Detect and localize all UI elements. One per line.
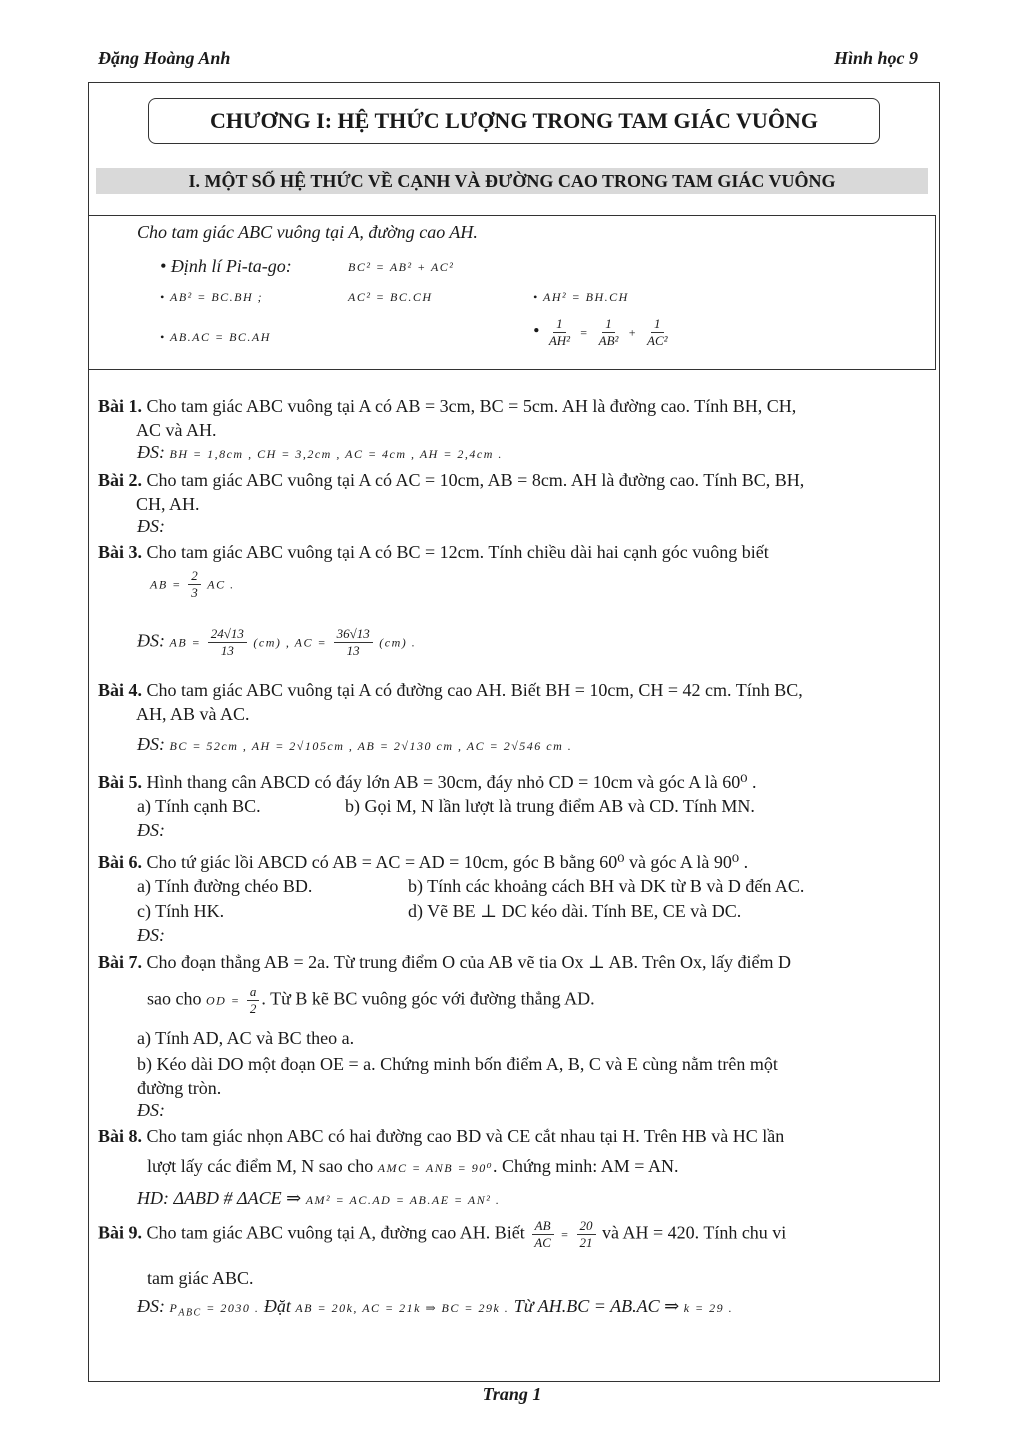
f5-r1: $\frac{1}{\text{AB²}}$	[598, 316, 619, 348]
theory-intro: Cho tam giác ABC vuông tại A, đường cao AH.	[137, 222, 478, 242]
subject-header: Hình học 9	[833, 48, 918, 68]
problem-3-condition: AB = $\frac{2}{3}$ AC .	[150, 568, 235, 600]
problem-6-b: b) Tính các khoảng cách BH và DK từ B và D đến AC.	[408, 876, 805, 896]
problem-6-c: c) Tính HK.	[137, 901, 225, 921]
problem-2: Bài 2. Cho tam giác ABC vuông tại A có AC = 10cm, AB = 8cm. AH là đường cao. Tính BC, BH, CH, AH.	[98, 470, 805, 514]
chapter-title: CHƯƠNG I: HỆ THỨC LƯỢNG TRONG TAM GIÁC VUÔNG	[148, 98, 880, 144]
answer-6: ĐS:	[137, 925, 165, 945]
problem-9: Bài 9. Cho tam giác ABC vuông tại A, đường cao AH. Biết $\frac{AB}{AC}$ = $\frac{20}{21}$ và AH = 420. Tính chu vi	[98, 1218, 787, 1250]
formula-4: • AB.AC = BC.AH	[160, 330, 271, 344]
problem-8: Bài 8. Cho tam giác nhọn ABC có hai đường cao BD và CE cắt nhau tại H. Trên HB và HC lần	[98, 1126, 785, 1146]
problem-1: Bài 1. Cho tam giác ABC vuông tại A có AB = 3cm, BC = 5cm. AH là đường cao. Tính BH, CH, AC và AH.	[98, 396, 797, 440]
problem-7-a: a) Tính AD, AC và BC theo a.	[137, 1028, 355, 1048]
problem-7-condition: sao cho OD = $\frac{a}{2}$ . Từ B kẽ BC vuông góc với đường thẳng AD.	[147, 984, 595, 1016]
hint-8: HD: ΔABD # ΔACE ⇒ AM² = AC.AD = AB.AE = AN² .	[137, 1188, 501, 1208]
section-title: I. MỘT SỐ HỆ THỨC VỀ CẠNH VÀ ĐƯỜNG CAO TRONG TAM GIÁC VUÔNG	[96, 168, 928, 194]
answer-5: ĐS:	[137, 820, 165, 840]
problem-9-line2: tam giác ABC.	[147, 1268, 254, 1288]
formula-5: • $\frac{1}{\text{AH²}}$ = $\frac{1}{\text{AB²}}$ + $\frac{1}{\text{AC²}}$	[533, 316, 673, 349]
problem-5: Bài 5. Hình thang cân ABCD có đáy lớn AB = 30cm, đáy nhỏ CD = 10cm và góc A là 60⁰ .	[98, 772, 757, 792]
problem-5-a: a) Tính cạnh BC.	[137, 796, 261, 816]
problem-8-line2: lượt lấy các điểm M, N sao cho AMC = ANB = 90⁰. Chứng minh: AM = AN.	[147, 1156, 679, 1176]
pythagoras-label: • Định lí Pi-ta-go:	[160, 256, 292, 276]
problem-7-b: b) Kéo dài DO một đoạn OE = a. Chứng minh bốn điểm A, B, C và E cùng nằm trên một đường tròn.	[137, 1054, 778, 1098]
problem-6-a: a) Tính đường chéo BD.	[137, 876, 313, 896]
author-header: Đặng Hoàng Anh	[98, 48, 231, 68]
formula-4-text: AB.AC = BC.AH	[169, 330, 271, 344]
answer-2: ĐS:	[137, 516, 165, 536]
pythagoras-formula: BC² = AB² + AC²	[348, 260, 455, 274]
problem-7: Bài 7. Cho đoạn thẳng AB = 2a. Từ trung điểm O của AB vẽ tia Ox ⊥ AB. Trên Ox, lấy điểm D	[98, 952, 791, 972]
problem-6: Bài 6. Cho tứ giác lồi ABCD có AB = AC = AD = 10cm, góc B bằng 60⁰ và góc A là 90⁰ .	[98, 852, 749, 872]
answer-3: ĐS: AB = $\frac{24√13}{13}$ (cm) , AC = $\frac{36√13}{13}$ (cm) .	[137, 626, 417, 658]
formula-1-text: AB² = BC.BH ;	[169, 290, 264, 304]
page-number: Trang 1	[482, 1384, 542, 1404]
formula-3: • AH² = BH.CH	[533, 290, 629, 304]
problem-4: Bài 4. Cho tam giác ABC vuông tại A có đường cao AH. Biết BH = 10cm, CH = 42 cm. Tính BC, AH, AB và AC.	[98, 680, 803, 724]
answer-1: ĐS: BH = 1,8cm , CH = 3,2cm , AC = 4cm , AH = 2,4cm .	[137, 442, 503, 462]
formula-1: • AB² = BC.BH ;	[160, 290, 264, 304]
formula-3-text: AH² = BH.CH	[542, 290, 629, 304]
answer-4: ĐS: BC = 52cm , AH = 2√105cm , AB = 2√130 cm , AC = 2√546 cm .	[137, 734, 573, 754]
answer-7: ĐS:	[137, 1100, 165, 1120]
problem-5-b: b) Gọi M, N lần lượt là trung điểm AB và CD. Tính MN.	[345, 796, 755, 816]
pythagoras-label-text: Định lí Pi-ta-go:	[170, 256, 292, 276]
formula-2: AC² = BC.CH	[348, 290, 433, 304]
answer-9: ĐS: $P_{ABC} = 2030$ . Đặt AB = 20k, AC = 21k ⇒ BC = 29k . Từ AH.BC = AB.AC ⇒ k = 29 .	[137, 1296, 734, 1319]
f5-lhs: $\frac{1}{\text{AH²}}$	[548, 316, 571, 348]
problem-6-d: d) Vẽ BE ⊥ DC kéo dài. Tính BE, CE và DC.	[408, 901, 742, 921]
problem-3: Bài 3. Cho tam giác ABC vuông tại A có BC = 12cm. Tính chiều dài hai cạnh góc vuông biết	[98, 542, 769, 562]
f5-r2: $\frac{1}{\text{AC²}}$	[647, 316, 668, 348]
